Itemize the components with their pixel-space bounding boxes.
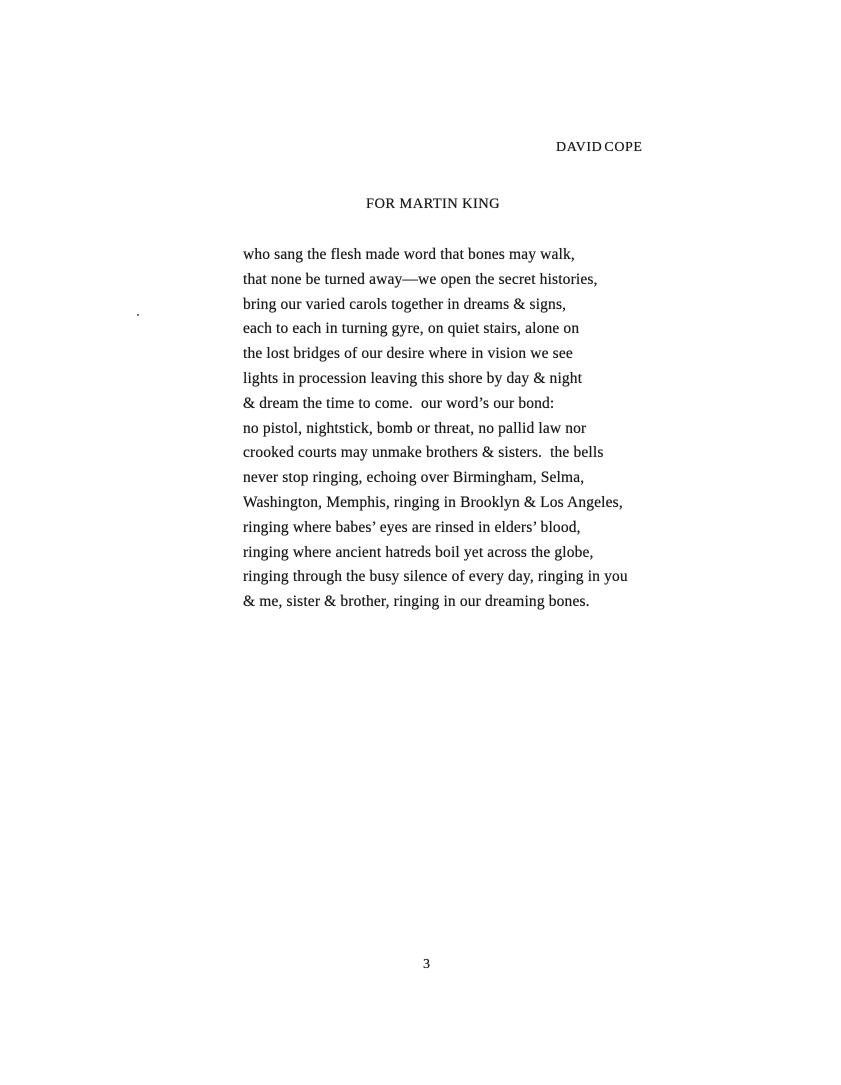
poem-line: ringing through the busy silence of every day, ringing in you bbox=[243, 568, 628, 586]
poem-line: & me, sister & brother, ringing in our dreaming bones. bbox=[243, 593, 590, 611]
poem-line: bring our varied carols together in dreams & signs, bbox=[243, 295, 567, 313]
poem-line: ringing where babes’ eyes are rinsed in elders’ blood, bbox=[243, 518, 581, 536]
poem-line: no pistol, nightstick, bomb or threat, no pallid law nor bbox=[243, 419, 587, 437]
poem-title: FOR MARTIN KING bbox=[366, 196, 501, 212]
poem-line: ringing where ancient hatreds boil yet across the globe, bbox=[243, 543, 594, 561]
poem-line: each to each in turning gyre, on quiet stairs, alone on bbox=[243, 320, 580, 338]
poem-line: never stop ringing, echoing over Birmingham, Selma, bbox=[243, 469, 585, 487]
poem-line: lights in procession leaving this shore by day & night bbox=[243, 369, 583, 387]
poem-line: who sang the flesh made word that bones may walk, bbox=[243, 246, 575, 263]
poem-line: that none be turned away—we open the secret histories, bbox=[243, 270, 598, 288]
poem-line: Washington, Memphis, ringing in Brooklyn & Los Angeles, bbox=[243, 493, 623, 511]
poem-line: the lost bridges of our desire where in vision we see bbox=[243, 345, 573, 363]
page-number: 3 bbox=[423, 957, 430, 972]
poem-line: & dream the time to come. our word’s our bond: bbox=[243, 394, 555, 412]
author-byline: DAVID COPE bbox=[556, 140, 643, 155]
poem-line: crooked courts may unmake brothers & sisters. the bells bbox=[243, 444, 604, 462]
poem-body bbox=[243, 243, 628, 615]
scan-speck bbox=[137, 314, 139, 316]
